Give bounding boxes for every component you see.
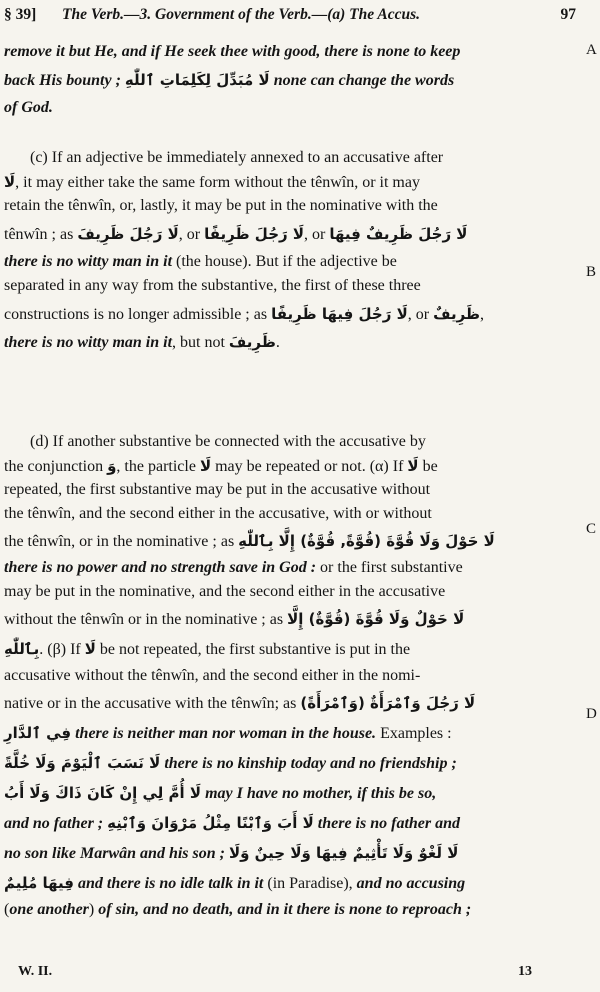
text-segment: , the particle: [116, 458, 200, 475]
arabic-phrase: لَا لَغْوٌ وَلَا تَأْثِيمٌ فِيهَا وَلَا حِينٌ وَلَا: [228, 844, 459, 862]
text-line: [4, 526, 572, 556]
text-segment: (c) If an adjective be immediately annexed to an accusative after: [30, 149, 444, 166]
text-line: [4, 688, 572, 718]
arabic-phrase: لَا: [4, 173, 16, 191]
arabic-phrase: ظَرِيفٌ: [433, 305, 481, 323]
margin-letter-a: A: [586, 42, 597, 58]
arabic-phrase: لَا رَجُلَ ظَرِيفٌ فِيهَا: [329, 225, 468, 243]
running-header: [4, 6, 576, 28]
text-segment: back His bounty ;: [4, 72, 125, 89]
text-segment: there is no power and no strength save in God : or the first substantive: [4, 559, 463, 576]
text-line: [4, 556, 572, 580]
sheet-number: 13: [518, 964, 532, 979]
text-line: [4, 170, 572, 194]
text-segment: none can change the words: [269, 72, 455, 89]
text-line: [4, 218, 572, 250]
text-segment: there is no witty man in it (the house). But if the adjective be: [4, 253, 397, 270]
text-line: [4, 194, 572, 218]
arabic-phrase: لَا رَجُلَ ظَرِيفَ: [77, 225, 179, 243]
text-line: [4, 96, 572, 120]
arabic-phrase: لَا رَجُلَ فِيهَا ظَرِيفًا: [271, 305, 408, 323]
text-line: [4, 430, 572, 454]
text-segment: ,: [480, 306, 485, 323]
arabic-phrase: لَا: [84, 640, 96, 658]
text-segment: , or: [178, 226, 205, 243]
arabic-phrase: بِٱللّٰهِ: [4, 640, 40, 658]
text-line: [4, 40, 572, 64]
text-segment: (one another) of sin, and no death, and in it there is none to reproach ;: [4, 901, 472, 918]
arabic-phrase: فِي ٱلدَّارِ: [4, 724, 72, 742]
text-line: [4, 250, 572, 274]
text-line: [4, 868, 572, 898]
text-line: [4, 778, 572, 808]
text-line: [4, 502, 572, 526]
text-segment: the conjunction: [4, 458, 108, 475]
text-segment: repeated, the first substantive may be put in the accusative without: [4, 481, 431, 498]
paragraph-continuation: [4, 40, 572, 120]
arabic-phrase: لَا نَسَبَ ٱلْيَوْمَ وَلَا خُلَّةً: [4, 754, 161, 772]
text-segment: . (β) If: [39, 641, 85, 658]
text-segment: constructions is no longer admissible ; as: [4, 306, 272, 323]
text-segment: , or: [304, 226, 330, 243]
text-line: [4, 478, 572, 502]
arabic-phrase: لَا حَوْلَ وَلَا قُوَّةَ (قُوَّةً, قُوَّةٌ) إِلَّا بِٱللّٰهِ: [238, 532, 495, 550]
text-segment: the tênwîn, and the second either in the accusative, with or without: [4, 505, 432, 522]
text-segment: of God.: [4, 99, 53, 116]
text-segment: may be repeated or not. (α) If: [211, 458, 408, 475]
text-segment: and there is no idle talk in it (in Paradise), and no accusing: [74, 875, 466, 892]
arabic-phrase: ظَرِيفَ: [228, 333, 276, 351]
text-segment: without the tênwîn or in the nominative ; as: [4, 611, 288, 628]
text-segment: separated in any way from the substantive, the first of these three: [4, 277, 421, 294]
margin-letter-c: C: [586, 521, 597, 537]
page-number: 97: [560, 6, 576, 23]
text-segment: and no father ;: [4, 815, 108, 832]
text-segment: there is no kinship today and no friendship ;: [160, 755, 457, 772]
text-segment: tênwîn ; as: [4, 226, 78, 243]
margin-letter-d: D: [586, 706, 597, 722]
arabic-phrase: وَ: [107, 457, 117, 475]
arabic-phrase: لَا: [199, 457, 212, 475]
text-line: [4, 298, 572, 330]
arabic-phrase: لَا أُمَّ لِي إِنْ كَانَ ذَاكَ وَلَا أَبُ: [4, 784, 202, 802]
text-line: [4, 146, 572, 170]
text-segment: , or: [407, 306, 434, 323]
arabic-phrase: لَا: [407, 457, 419, 475]
text-segment: may I have no mother, if this be so,: [201, 785, 437, 802]
text-segment: accusative without the tênwîn, and the second either in the nomi-: [4, 667, 421, 684]
text-line: [4, 604, 572, 634]
text-segment: there is no witty man in it, but not: [4, 334, 229, 351]
text-segment: .: [275, 334, 280, 351]
text-segment: no son like Marwân and his son ;: [4, 845, 225, 862]
text-line: [4, 274, 572, 298]
text-line: [4, 330, 572, 354]
arabic-phrase: فِيهَا مُلِيمٌ: [4, 874, 74, 892]
paragraph-d: [4, 430, 572, 922]
arabic-phrase: لَا حَوْلٌ وَلَا قُوَّةَ (قُوَّةٌ) إِلَّا: [287, 610, 465, 628]
paragraph-c: [4, 146, 572, 354]
text-line: [4, 454, 572, 478]
text-line: [4, 718, 572, 748]
text-segment: remove it but He, and if He seek thee with good, there is none to keep: [4, 43, 461, 60]
signature-mark: W. II.: [18, 964, 53, 979]
arabic-phrase: لَا رَجُلَ ظَرِيفًا: [204, 225, 305, 243]
text-line: [4, 634, 572, 664]
text-segment: (d) If another substantive be connected with the accusative by: [30, 433, 426, 450]
text-line: [4, 838, 572, 868]
text-segment: be: [418, 458, 438, 475]
text-segment: retain the tênwîn, or, lastly, it may be put in the nominative with the: [4, 197, 438, 214]
text-line: [4, 808, 572, 838]
margin-letter-b: B: [586, 264, 597, 280]
text-line: [4, 748, 572, 778]
section-ref: § 39]: [4, 6, 37, 23]
text-segment: native or in the accusative with the tênwîn; as: [4, 695, 301, 712]
text-segment: , it may either take the same form without the tênwîn, or it may: [15, 174, 420, 191]
arabic-phrase: لَا أَبَ وَٱبْنًا مِثْلُ مَرْوَانَ وَٱبْنِهِ: [107, 814, 314, 832]
text-segment: may be put in the nominative, and the second either in the accusative: [4, 583, 446, 600]
header-title: The Verb.—3. Government of the Verb.—(a) The Accus.: [62, 6, 421, 23]
text-segment: the tênwîn, or in the nominative ; as: [4, 533, 239, 550]
text-line: [4, 664, 572, 688]
text-line: [4, 64, 572, 96]
text-line: [4, 898, 572, 922]
text-line: [4, 580, 572, 604]
arabic-phrase: لَا رَجُلَ وَٱمْرَأَةٌ (وَٱمْرَأَةً): [300, 694, 476, 712]
arabic-phrase: لَا مُبَدِّلَ لِكَلِمَاتِ ٱللّٰهِ: [124, 71, 270, 89]
text-segment: there is no father and: [313, 815, 461, 832]
text-segment: be not repeated, the first substantive is put in the: [95, 641, 411, 658]
text-segment: there is neither man nor woman in the house. Examples :: [71, 725, 452, 742]
